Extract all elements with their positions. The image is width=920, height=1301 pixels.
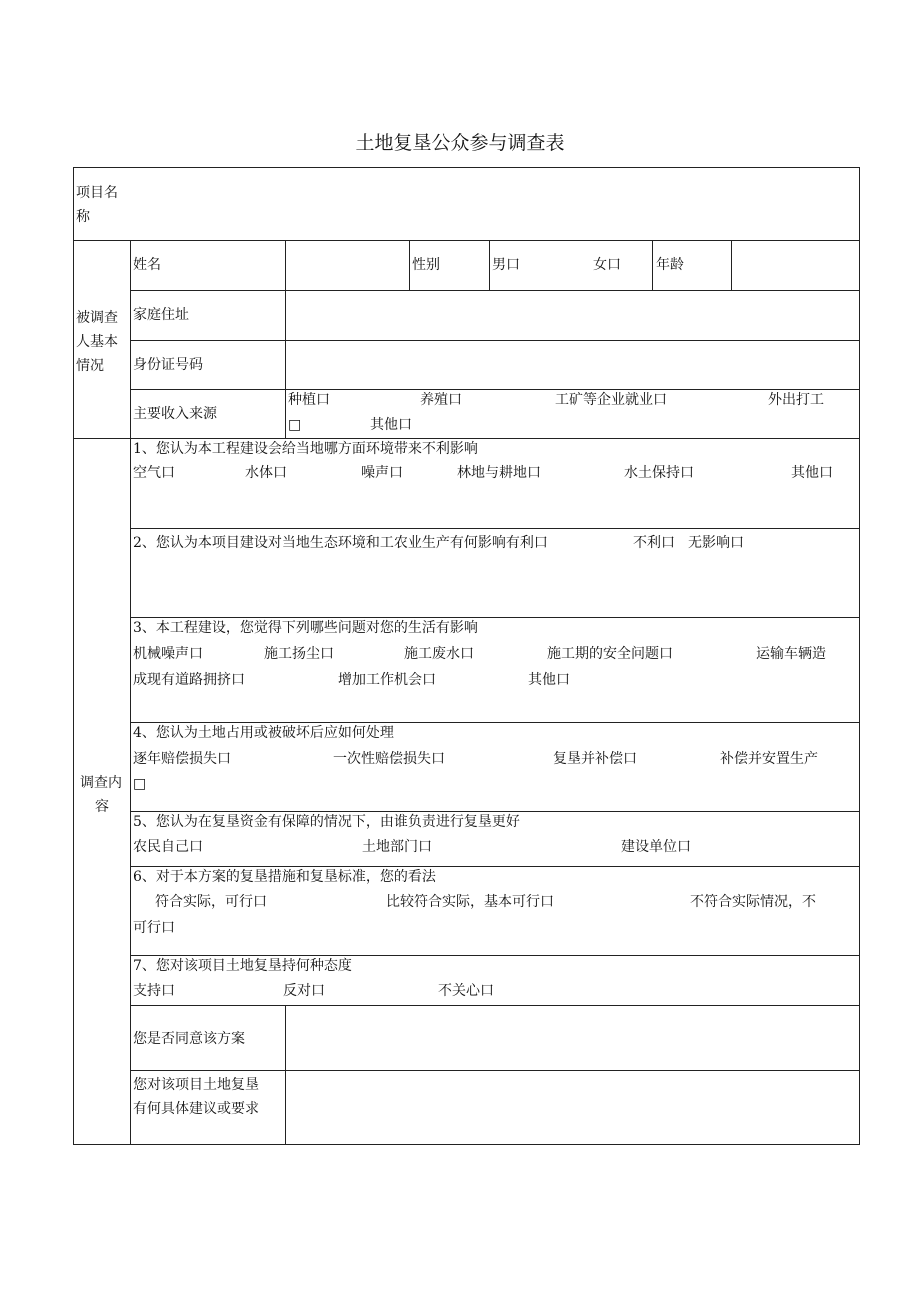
table-rule: [130, 340, 860, 341]
age-label: 年龄: [656, 257, 684, 273]
table-rule: [130, 389, 860, 390]
project-name-field[interactable]: [134, 190, 854, 230]
q3-option-machine-noise[interactable]: 机械噪声口: [133, 646, 203, 662]
gender-male-checkbox[interactable]: 男口: [492, 257, 520, 273]
question-4: 4、您认为土地占用或被破坏后应如何处理: [133, 725, 394, 741]
address-field[interactable]: [290, 296, 854, 334]
question-3: 3、本工程建设，您觉得下列哪些问题对您的生活有影响: [133, 620, 478, 636]
q3-option-transport-cont[interactable]: 成现有道路拥挤口: [133, 672, 245, 688]
q7-option-support[interactable]: 支持口: [133, 983, 175, 999]
question-2: 2、您认为本项目建设对当地生态环境和工农业生产有何影响有利口: [133, 535, 548, 551]
q4-option-compensate-resettle[interactable]: 补偿并安置生产: [720, 751, 818, 767]
income-option-planting[interactable]: 种植口: [288, 392, 330, 408]
q6-option-feasible[interactable]: 符合实际，可行口: [155, 894, 267, 910]
q1-option-forest-farmland[interactable]: 林地与耕地口: [457, 465, 541, 481]
q4-option-annual-compensation[interactable]: 逐年赔偿损失口: [133, 751, 231, 767]
question-7: 7、您对该项目土地复垦持何种态度: [133, 958, 352, 974]
agree-field[interactable]: [290, 1011, 854, 1065]
question-1: 1、您认为本工程建设会给当地哪方面环境带来不利影响: [133, 441, 478, 457]
q3-option-dust[interactable]: 施工扬尘口: [264, 646, 334, 662]
income-option-migrant-work[interactable]: 外出打工: [768, 392, 824, 408]
table-rule: [409, 240, 410, 290]
table-rule: [285, 240, 286, 438]
table-rule: [489, 240, 490, 290]
income-option-migrant-work-box[interactable]: □: [288, 417, 302, 433]
gender-female-checkbox[interactable]: 女口: [593, 257, 621, 273]
address-label: 家庭住址: [133, 307, 189, 323]
table-rule: [130, 1070, 860, 1071]
q7-option-indifferent[interactable]: 不关心口: [438, 983, 494, 999]
respondent-group-label: 情况: [76, 358, 104, 374]
q3-option-transport[interactable]: 运输车辆造: [756, 646, 826, 662]
q7-option-oppose[interactable]: 反对口: [283, 983, 325, 999]
income-label: 主要收入来源: [133, 406, 217, 422]
survey-group-label: 调查内: [80, 775, 122, 791]
project-name-label: 项目名: [76, 185, 118, 201]
q1-option-noise[interactable]: 噪声口: [361, 465, 403, 481]
q6-option-infeasible[interactable]: 不符合实际情况，不: [690, 894, 816, 910]
q4-option-lump-sum[interactable]: 一次性赔偿损失口: [333, 751, 445, 767]
agree-label: 您是否同意该方案: [133, 1031, 245, 1047]
name-label: 姓名: [133, 257, 161, 273]
id-number-label: 身份证号码: [133, 357, 203, 373]
gender-label: 性别: [412, 257, 440, 273]
respondent-group-label: 被调查: [76, 310, 118, 326]
q3-option-jobs[interactable]: 增加工作机会口: [338, 672, 436, 688]
q5-option-farmers[interactable]: 农民自己口: [133, 839, 203, 855]
question-6: 6、对于本方案的复垦措施和复垦标准，您的看法: [133, 869, 436, 885]
q6-option-basically-feasible[interactable]: 比较符合实际，基本可行口: [386, 894, 554, 910]
table-rule: [285, 1005, 286, 1145]
q2-option-unfavorable[interactable]: 不利口: [633, 535, 675, 551]
suggestion-label: 有何具体建议或要求: [133, 1101, 259, 1117]
page-title: 土地复垦公众参与调查表: [355, 132, 565, 154]
suggestion-label: 您对该项目土地复垦: [133, 1077, 259, 1093]
q6-option-infeasible-cont[interactable]: 可行口: [133, 920, 175, 936]
question-5: 5、您认为在复垦资金有保障的情况下，由谁负责进行复垦更好: [133, 814, 520, 830]
q1-option-air[interactable]: 空气口: [133, 465, 175, 481]
q4-option-reclaim-compensate[interactable]: 复垦并补偿口: [553, 751, 637, 767]
q3-option-wastewater[interactable]: 施工废水口: [404, 646, 474, 662]
table-rule: [130, 1005, 860, 1006]
id-number-field[interactable]: [290, 346, 854, 384]
q1-option-water[interactable]: 水体口: [245, 465, 287, 481]
survey-group-label: 容: [95, 799, 109, 815]
table-rule: [652, 240, 653, 290]
q2-option-no-impact[interactable]: 无影响口: [688, 535, 744, 551]
q5-option-land-department[interactable]: 土地部门口: [362, 839, 432, 855]
q5-option-construction-unit[interactable]: 建设单位口: [621, 839, 691, 855]
q3-option-safety[interactable]: 施工期的安全问题口: [547, 646, 673, 662]
table-rule: [73, 240, 860, 241]
project-name-label: 称: [76, 209, 90, 225]
age-field[interactable]: [736, 246, 854, 284]
suggestion-field[interactable]: [290, 1076, 854, 1140]
table-rule: [731, 240, 732, 290]
table-rule: [130, 528, 860, 529]
name-field[interactable]: [290, 246, 405, 284]
table-rule: [130, 240, 131, 1145]
income-option-breeding[interactable]: 养殖口: [420, 392, 462, 408]
income-option-other[interactable]: 其他口: [370, 417, 412, 433]
q1-option-soil-water[interactable]: 水土保持口: [624, 465, 694, 481]
q3-option-other[interactable]: 其他口: [528, 672, 570, 688]
q4-option-compensate-resettle-box[interactable]: □: [133, 776, 147, 792]
q1-option-other[interactable]: 其他口: [791, 465, 833, 481]
table-rule: [130, 290, 860, 291]
respondent-group-label: 人基本: [76, 334, 118, 350]
income-option-enterprise[interactable]: 工矿等企业就业口: [555, 392, 667, 408]
